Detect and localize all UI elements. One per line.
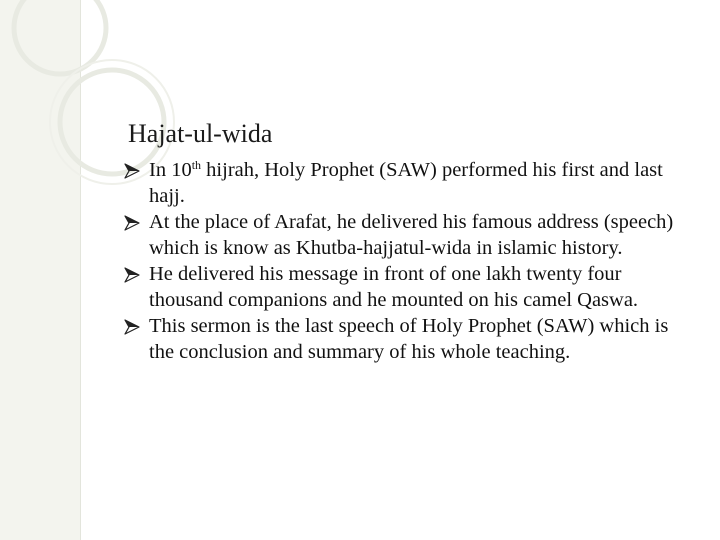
- ordinal-suffix: th: [191, 158, 202, 172]
- bullet-item: [124, 261, 696, 313]
- bullet-item: [124, 157, 696, 209]
- arrowhead-bullet-icon: [124, 319, 140, 335]
- slide-title: Hajat-ul-wida: [128, 119, 273, 148]
- arrowhead-bullet-icon: [124, 215, 140, 231]
- bullet-text: He delivered his message in front of one lakh twenty four thousand companions and he mounted on his camel Qaswa.: [149, 263, 639, 311]
- bullet-item: [124, 313, 696, 365]
- arrowhead-bullet-icon: [124, 163, 140, 179]
- arrowhead-bullet-icon: [124, 267, 140, 283]
- bullet-item: [124, 209, 696, 261]
- bullet-text: At the place of Arafat, he delivered his famous address (speech) which is know as Khutba-hajjatul-wida in islamic history.: [149, 211, 674, 259]
- bullet-text: This sermon is the last speech of Holy Prophet (SAW) which is the conclusion and summary of his whole teaching.: [149, 315, 669, 363]
- bullet-text: In 10th hijrah, Holy Prophet (SAW) performed his first and last hajj.: [149, 158, 663, 207]
- bullet-list: [124, 157, 696, 365]
